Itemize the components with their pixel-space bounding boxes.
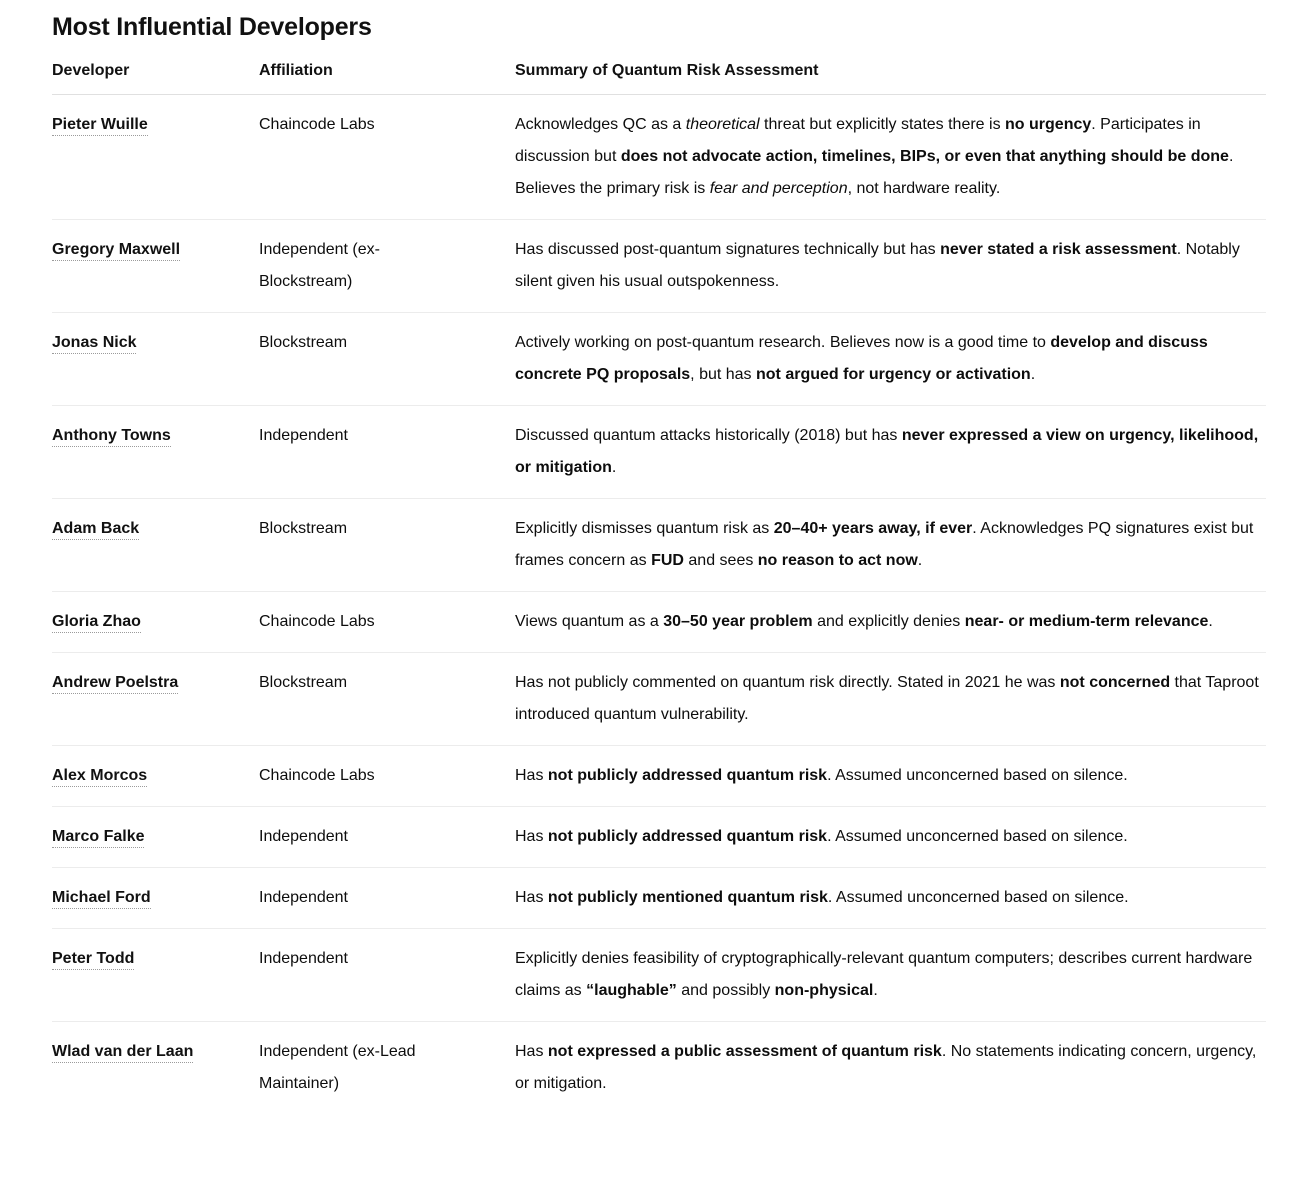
- affiliation-cell: Chaincode Labs: [259, 592, 515, 653]
- affiliation-cell: Chaincode Labs: [259, 746, 515, 807]
- summary-cell: Has not publicly commented on quantum risk directly. Stated in 2021 he was not concerned that Taproot introduced quantum vulnerability.: [515, 653, 1266, 746]
- column-header-summary: Summary of Quantum Risk Assessment: [515, 60, 1266, 95]
- table-row: [52, 499, 1266, 592]
- affiliation-cell: Independent: [259, 929, 515, 1022]
- affiliation-cell: Independent: [259, 807, 515, 868]
- developer-name-link[interactable]: Alex Morcos: [52, 767, 147, 787]
- developer-name-link[interactable]: Michael Ford: [52, 889, 151, 909]
- developers-table: [52, 60, 1266, 1114]
- table-row: [52, 592, 1266, 653]
- developer-name-link[interactable]: Andrew Poelstra: [52, 674, 178, 694]
- table-row: [52, 807, 1266, 868]
- developer-cell: [52, 807, 259, 868]
- table-row: [52, 929, 1266, 1022]
- affiliation-cell: Chaincode Labs: [259, 95, 515, 220]
- table-row: [52, 746, 1266, 807]
- summary-cell: Has not publicly addressed quantum risk. Assumed unconcerned based on silence.: [515, 746, 1266, 807]
- affiliation-cell: Independent (ex-Lead Maintainer): [259, 1043, 416, 1092]
- developer-cell: [52, 868, 259, 929]
- developer-cell: [52, 1022, 259, 1115]
- developer-cell: [52, 929, 259, 1022]
- summary-cell: Actively working on post-quantum research. Believes now is a good time to develop and discuss concrete PQ proposals, but has not argued for urgency or activation.: [515, 313, 1266, 406]
- summary-cell: Discussed quantum attacks historically (2018) but has never expressed a view on urgency, likelihood, or mitigation.: [515, 406, 1266, 499]
- affiliation-cell: Blockstream: [259, 499, 515, 592]
- table-row: [52, 653, 1266, 746]
- developer-cell: [52, 220, 259, 313]
- developer-name-link[interactable]: Jonas Nick: [52, 334, 136, 354]
- summary-cell: Explicitly denies feasibility of cryptographically-relevant quantum computers; describes current hardware claims as “laughable” and possibly non-physical.: [515, 929, 1266, 1022]
- developer-cell: [52, 592, 259, 653]
- developer-cell: [52, 499, 259, 592]
- table-header-row: [52, 60, 1266, 95]
- table-row: [52, 95, 1266, 220]
- developer-name-link[interactable]: Pieter Wuille: [52, 116, 148, 136]
- table-row: [52, 406, 1266, 499]
- developer-name-link[interactable]: Marco Falke: [52, 828, 144, 848]
- developer-name-link[interactable]: Wlad van der Laan: [52, 1043, 193, 1063]
- summary-cell: Acknowledges QC as a theoretical threat but explicitly states there is no urgency. Participates in discussion but does not advocate action, timelines, BIPs, or even that anything should be done. Believes the primary risk is fear and perception, not hardware reality.: [515, 95, 1266, 220]
- developer-name-link[interactable]: Gregory Maxwell: [52, 241, 180, 261]
- developer-name-link[interactable]: Peter Todd: [52, 950, 134, 970]
- table-row: [52, 868, 1266, 929]
- summary-cell: Views quantum as a 30–50 year problem and explicitly denies near- or medium-term relevance.: [515, 592, 1266, 653]
- summary-cell: Explicitly dismisses quantum risk as 20–40+ years away, if ever. Acknowledges PQ signatures exist but frames concern as FUD and sees no reason to act now.: [515, 499, 1266, 592]
- affiliation-cell: Independent: [259, 868, 515, 929]
- developer-name-link[interactable]: Anthony Towns: [52, 427, 171, 447]
- table-row: [52, 313, 1266, 406]
- affiliation-cell: Independent: [259, 406, 515, 499]
- summary-cell: Has not publicly mentioned quantum risk. Assumed unconcerned based on silence.: [515, 868, 1266, 929]
- table-row: [52, 220, 1266, 313]
- developer-cell: [52, 653, 259, 746]
- developer-cell: [52, 95, 259, 220]
- summary-cell: Has discussed post-quantum signatures technically but has never stated a risk assessment. Notably silent given his usual outspokenness.: [515, 220, 1266, 313]
- column-header-affiliation: Affiliation: [259, 60, 515, 95]
- summary-cell: Has not expressed a public assessment of quantum risk. No statements indicating concern, urgency, or mitigation.: [515, 1043, 1257, 1092]
- affiliation-cell: Blockstream: [259, 653, 515, 746]
- affiliation-cell: Independent (ex-Blockstream): [259, 220, 515, 313]
- table-body: [52, 95, 1266, 1115]
- developer-name-link[interactable]: Adam Back: [52, 520, 139, 540]
- developer-name-link[interactable]: Gloria Zhao: [52, 613, 141, 633]
- developer-cell: [52, 746, 259, 807]
- summary-cell: Has not publicly addressed quantum risk. Assumed unconcerned based on silence.: [515, 807, 1266, 868]
- page-title: Most Influential Developers: [52, 13, 372, 41]
- column-header-developer: Developer: [52, 60, 259, 95]
- developer-cell: [52, 313, 259, 406]
- affiliation-cell: Blockstream: [259, 313, 515, 406]
- developer-cell: [52, 406, 259, 499]
- table-row: [52, 1022, 1266, 1115]
